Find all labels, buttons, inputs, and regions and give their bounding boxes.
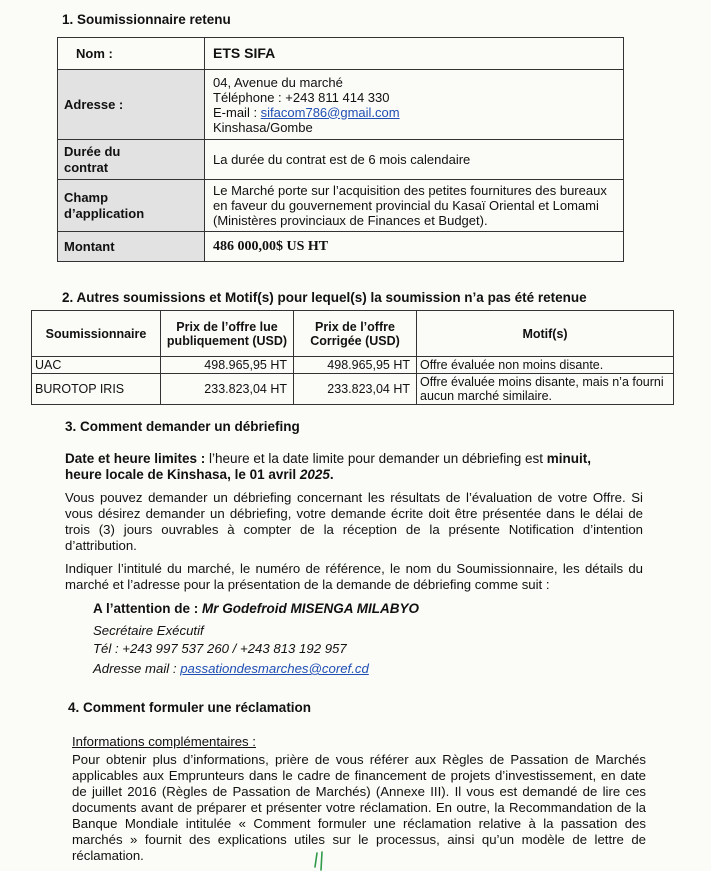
row-prix-corrige: 498.965,95 HT [294, 357, 417, 374]
adresse-label: Adresse : [58, 70, 205, 140]
champ-label-l1: Champ [64, 189, 109, 205]
other-bids-table [31, 310, 674, 405]
duree-label [58, 140, 205, 180]
montant-label: Montant [58, 232, 205, 262]
handwritten-mark-icon [313, 851, 331, 871]
deadline-bold-label: Date et heure limites : [65, 451, 206, 466]
row-name: UAC [32, 357, 161, 374]
champ-line3: (Ministères provinciaux de Finances et Budget). [213, 213, 488, 228]
row-prix-lu: 233.823,04 HT [161, 374, 294, 405]
debriefing-paragraph-2: Indiquer l’intitulé du marché, le numéro de référence, le nom du Soumissionnaire, les détails du marché et l’adresse pour la présentation de la demande de débriefing comme suit : [65, 561, 643, 592]
duree-label-l1: Durée du [64, 143, 121, 159]
address-line: 04, Avenue du marché [213, 74, 343, 90]
section2-heading: 2. Autres soumissions et Motif(s) pour lequel(s) la soumission n’a pas été retenue [62, 290, 587, 305]
champ-label [58, 180, 205, 232]
winner-table [57, 37, 624, 262]
mail-label: Adresse mail : [93, 661, 181, 676]
attention-label: A l’attention de : [93, 601, 202, 616]
section4-heading: 4. Comment formuler une réclamation [68, 700, 312, 715]
montant-value: 486 000,00$ US HT [205, 232, 624, 262]
row-prix-lu: 498.965,95 HT [161, 357, 294, 374]
champ-label-l2: d’application [64, 205, 145, 221]
champ-line1: Le Marché porte sur l’acquisition des petites fournitures des bureaux [213, 183, 607, 198]
attention-line [93, 601, 419, 617]
city-line: Kinshasa/Gombe [213, 119, 313, 135]
section3-heading: 3. Comment demander un débriefing [65, 419, 300, 434]
email-link[interactable]: sifacom786@gmail.com [260, 104, 400, 120]
champ-value [205, 180, 624, 232]
section1-heading: 1. Soumissionnaire retenu [62, 12, 231, 27]
col-motif: Motif(s) [417, 311, 674, 357]
table-row [32, 374, 674, 405]
info-subheading: Informations complémentaires : [72, 734, 256, 749]
col-soumissionnaire: Soumissionnaire [32, 311, 161, 357]
nom-value: ETS SIFA [205, 38, 624, 70]
email-line [213, 105, 615, 120]
contact-title: Secrétaire Exécutif [93, 623, 204, 638]
contact-phone: Tél : +243 997 537 260 / +243 813 192 957 [93, 641, 347, 656]
deadline-line2: heure locale de Kinshasa, le 01 avril [65, 467, 300, 482]
table-row [32, 357, 674, 374]
deadline-bold-minuit: minuit, [546, 451, 592, 466]
row-motif: Offre évaluée moins disante, mais n’a fourni aucun marché similaire. [417, 374, 674, 405]
contact-mail-line [93, 661, 369, 677]
row-prix-corrige: 233.823,04 HT [294, 374, 417, 405]
phone-line: Téléphone : +243 811 414 330 [213, 89, 390, 105]
reclamation-paragraph: Pour obtenir plus d’informations, prière de vous référer aux Règles de Passation de Marchés applicables aux Emprunteurs dans le cadre de financement de projets d’investissement, en date de juillet 2016 (Règles de Passation de Marchés) (Annexe III). Il vous est demandé de lire ces documents avant de préparer et présenter votre réclamation. En outre, la Recommandation de la Banque Mondiale intitulée « Comment formuler une réclamation relative à la passation des marchés » fournit des explications utiles sur le processus, ainsi qu’un modèle de lettre de réclamation. [72, 752, 646, 863]
adresse-value [205, 70, 624, 140]
col-prix-corrige: Prix de l’offre Corrigée (USD) [294, 311, 417, 357]
row-motif: Offre évaluée non moins disante. [417, 357, 674, 374]
champ-line2: en faveur du gouvernement provincial du Kasaï Oriental et Lomami [213, 198, 599, 213]
col-prix-lu: Prix de l’offre lue publiquement (USD) [161, 311, 294, 357]
deadline-text: l’heure et la date limite pour demander un débriefing est [205, 451, 547, 466]
deadline-year: 2025 [299, 467, 330, 482]
debriefing-paragraph-1: Vous pouvez demander un débriefing concernant les résultats de l’évaluation de votre Offre. Si vous désirez demander un débriefing, votre demande écrite doit être présentée dans le délai de trois (3) jours ouvrables à compter de la réception de la présente Notification d’intention d’attribution. [65, 490, 643, 553]
row-name: BUROTOP IRIS [32, 374, 161, 405]
duree-label-l2: contrat [64, 159, 109, 175]
email-label: E-mail : [213, 104, 261, 120]
mail-link[interactable]: passationdesmarches@coref.cd [180, 661, 369, 676]
deadline-paragraph [65, 451, 643, 483]
deadline-end: . [329, 467, 334, 482]
attention-name: Mr Godefroid MISENGA MILABYO [202, 601, 419, 616]
duree-value: La durée du contrat est de 6 mois calendaire [205, 140, 624, 180]
nom-label: Nom : [58, 38, 205, 70]
